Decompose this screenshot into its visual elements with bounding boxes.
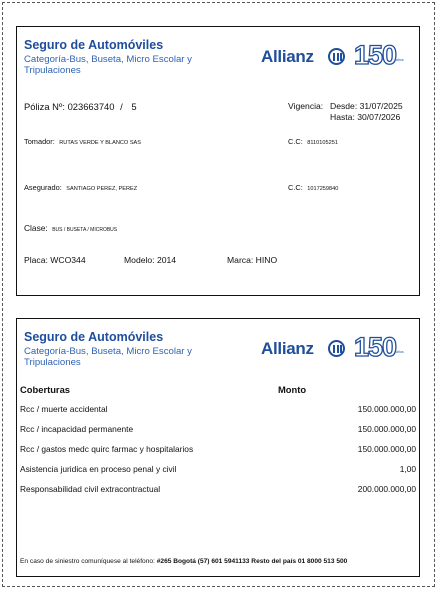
- coverage-amount: 150.000.000,00: [357, 404, 416, 414]
- anniversary-years-label: años: [396, 58, 404, 62]
- card-title: Seguro de Automóviles: [24, 330, 164, 344]
- anniversary-years-label: años: [396, 350, 404, 354]
- clase-label: Clase:: [24, 223, 48, 233]
- card-subtitle: Categoría-Bus, Buseta, Micro Escolar y Tripulaciones: [24, 346, 192, 368]
- allianz-eagle-icon: [328, 340, 345, 357]
- coverage-label: Asistencia juridica en proceso penal y civil: [20, 464, 177, 474]
- asegurado-cc-label: C.C:: [288, 183, 303, 192]
- coverage-amount: 150.000.000,00: [357, 424, 416, 434]
- anniversary-150-mark: 150: [354, 332, 397, 362]
- asegurado-label: Asegurado:: [24, 183, 62, 192]
- modelo-field: Modelo: 2014: [124, 255, 177, 265]
- asegurado-cc-field: [288, 177, 338, 195]
- poliza-suffix: 5: [131, 101, 137, 112]
- clase-value: BUS / BUSETA / MICROBUS: [52, 227, 118, 233]
- coverage-card: [16, 318, 420, 577]
- coverage-amount: 200.000.000,00: [357, 484, 416, 494]
- policy-card: [16, 26, 420, 296]
- allianz-wordmark: Allianz: [261, 339, 314, 358]
- anniversary-150-mark: 150: [354, 40, 397, 70]
- tomador-cc-field: [288, 131, 338, 149]
- coverage-row: [20, 444, 416, 457]
- allianz-wordmark: Allianz: [261, 47, 314, 66]
- vigencia-label: Vigencia:: [288, 101, 324, 111]
- poliza-number-value: 023663740: [67, 101, 115, 112]
- coverage-row: [20, 424, 416, 437]
- card-title: Seguro de Automóviles: [24, 38, 164, 52]
- vigencia-desde: Desde: 31/07/2025: [330, 101, 403, 111]
- placa-field: Placa: WCO344: [24, 255, 86, 265]
- asegurado-cc-value: 1017259840: [307, 186, 339, 192]
- footer-prefix: En caso de siniestro comuníquese al teléfono:: [20, 558, 155, 565]
- coverage-row: [20, 484, 416, 497]
- poliza-label: Póliza Nº:: [24, 101, 65, 112]
- tomador-value: RUTAS VERDE Y BLANCO SAS: [59, 140, 142, 146]
- claims-contact-footer: [20, 558, 347, 565]
- footer-phone-numbers: #265 Bogotá (57) 601 5941133 Resto del país 01 8000 513 500: [156, 558, 348, 565]
- coverage-label: Rcc / incapacidad permanente: [20, 424, 134, 434]
- allianz-logo: [261, 40, 421, 71]
- coverage-label: Rcc / gastos medc quirc farmac y hospitalarios: [20, 444, 194, 454]
- policy-number: [24, 101, 137, 112]
- tomador-cc-value: 8110105251: [307, 140, 338, 146]
- allianz-logo: [261, 332, 421, 363]
- monto-header: Monto: [278, 384, 307, 395]
- asegurado-value: SANTIAGO PEREZ, PEREZ: [66, 186, 138, 192]
- vigencia-hasta: Hasta: 30/07/2026: [330, 112, 401, 122]
- coverage-label: Rcc / muerte accidental: [20, 404, 108, 414]
- coverage-row: [20, 464, 416, 477]
- allianz-eagle-icon: [328, 48, 345, 65]
- tomador-cc-label: C.C:: [288, 137, 303, 146]
- coverage-row: [20, 404, 416, 417]
- card-subtitle: Categoría-Bus, Buseta, Micro Escolar y Tripulaciones: [24, 54, 192, 76]
- coverage-amount: 150.000.000,00: [357, 444, 416, 454]
- poliza-separator: /: [120, 101, 123, 112]
- clase-field: [24, 218, 117, 236]
- tomador-field: [24, 131, 141, 149]
- coverage-amount: 1,00: [399, 464, 416, 474]
- marca-field: Marca: HINO: [227, 255, 278, 265]
- asegurado-field: [24, 177, 137, 195]
- coverage-label: Responsabilidad civil extracontractual: [20, 484, 161, 494]
- tomador-label: Tomador:: [24, 137, 55, 146]
- coberturas-header: Coberturas: [20, 384, 71, 395]
